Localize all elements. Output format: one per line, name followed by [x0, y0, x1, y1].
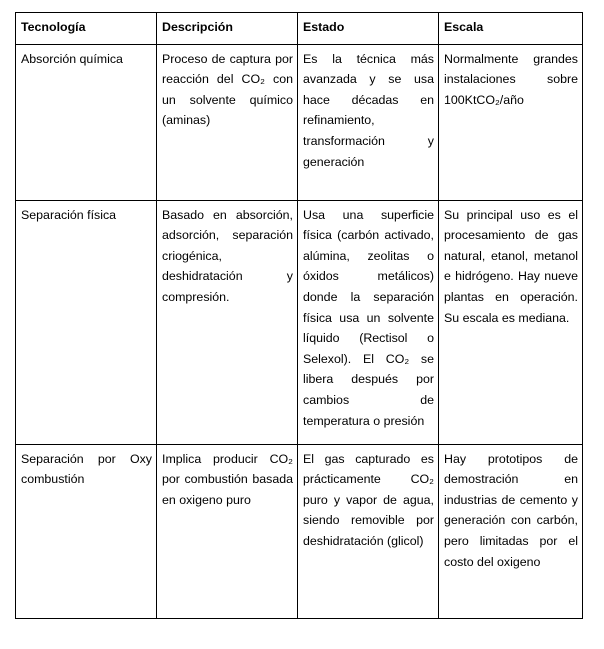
cell-escala: Hay prototipos de demostración en industrias de cemento y generación con carbón, pero limitadas por el costo del oxigeno	[439, 444, 583, 618]
cell-tecnologia: Separación por Oxy combustión	[16, 444, 157, 618]
header-tecnologia: Tecnología	[16, 13, 157, 45]
cell-tecnologia: Absorción química	[16, 44, 157, 200]
table-row	[16, 44, 583, 200]
cell-descripcion: Proceso de captura por reacción del CO₂ con un solvente químico (aminas)	[157, 44, 298, 200]
cell-escala: Su principal uso es el procesamiento de gas natural, etanol, metanol e hidrógeno. Hay nueve plantas en operación. Su escala es mediana.	[439, 200, 583, 444]
header-descripcion: Descripción	[157, 13, 298, 45]
header-estado: Estado	[298, 13, 439, 45]
table-row	[16, 200, 583, 444]
cell-estado: Es la técnica más avanzada y se usa hace décadas en refinamiento, transformación y generación	[298, 44, 439, 200]
cell-escala: Normalmente grandes instalaciones sobre 100KtCO₂/año	[439, 44, 583, 200]
cell-estado: Usa una superficie física (carbón activado, alúmina, zeolitas o óxidos metálicos) donde la separación física usa un solvente líquido (Rectisol o Selexol). El CO₂ se libera después por cambios de temperatura o presión	[298, 200, 439, 444]
table-header-row	[16, 13, 583, 45]
technology-table	[15, 12, 583, 619]
table-row	[16, 444, 583, 618]
cell-descripcion: Basado en absorción, adsorción, separación criogénica, deshidratación y compresión.	[157, 200, 298, 444]
header-escala: Escala	[439, 13, 583, 45]
cell-estado: El gas capturado es prácticamente CO₂ puro y vapor de agua, siendo removible por deshidratación (glicol)	[298, 444, 439, 618]
cell-tecnologia: Separación física	[16, 200, 157, 444]
cell-descripcion: Implica producir CO₂ por combustión basada en oxigeno puro	[157, 444, 298, 618]
